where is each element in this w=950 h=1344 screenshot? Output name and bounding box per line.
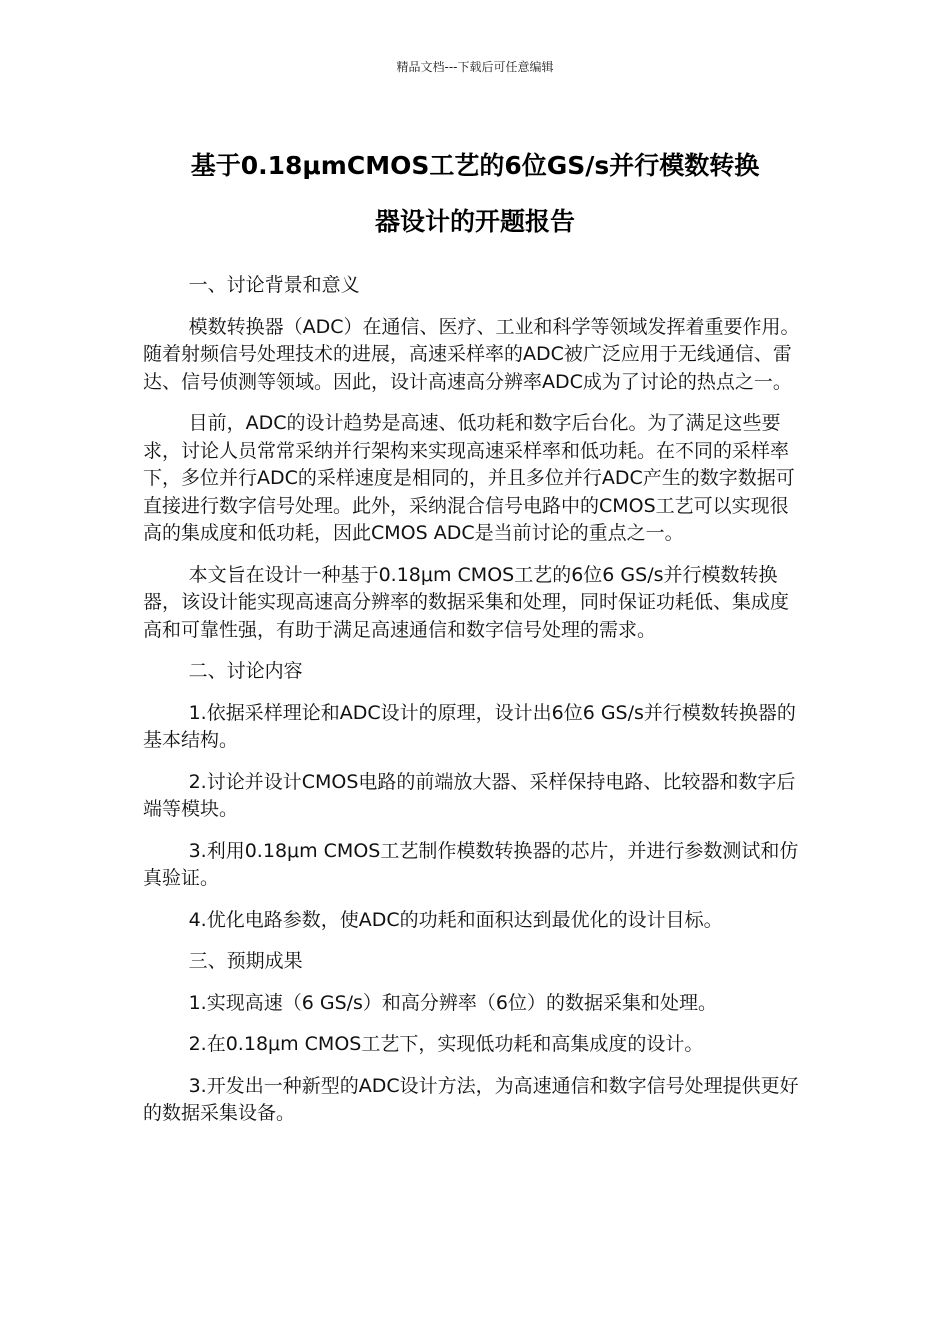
title-line-2: 器设计的开题报告 (374, 207, 575, 236)
list-item: 4.优化电路参数，使ADC的功耗和面积达到最优化的设计目标。 (188, 908, 723, 931)
list-item: 3.开发出一种新型的ADC设计方法，为高速通信和数字信号处理提供更好的数据采集设备。 (143, 1074, 799, 1124)
list-item: 1.依据采样理论和ADC设计的原理，设计出6位6 GS/s并行模数转换器的基本结构。 (143, 701, 796, 751)
list-item: 2.在0.18μm CMOS工艺下，实现低功耗和高集成度的设计。 (188, 1033, 704, 1055)
title-line-1: 基于0.18μmCMOS工艺的6位GS/s并行模数转换 (190, 151, 760, 180)
paragraph: 模数转换器（ADC）在通信、医疗、工业和科学等领域发挥着重要作用。随着射频信号处理技术的进展，高速采样率的ADC被广泛应用于无线通信、雷达、信号侦测等领域。因此，设计高速高分辨率ADC成为了讨论的热点之一。 (143, 315, 800, 393)
list-item: 3.利用0.18μm CMOS工艺制作模数转换器的芯片，并进行参数测试和仿真验证。 (143, 839, 799, 889)
section-heading-results: 三、预期成果 (188, 950, 303, 972)
document-title (143, 138, 807, 250)
list-item: 2.讨论并设计CMOS电路的前端放大器、采样保持电路、比较器和数字后端等模块。 (143, 770, 796, 820)
section-heading-content: 二、讨论内容 (188, 660, 303, 682)
section-heading-background: 一、讨论背景和意义 (188, 274, 360, 296)
document-body (143, 272, 807, 1142)
header-note: 精品文档---下载后可任意编辑 (396, 60, 554, 74)
list-item: 1.实现高速（6 GS/s）和高分辨率（6位）的数据采集和处理。 (188, 991, 718, 1014)
paragraph: 目前，ADC的设计趋势是高速、低功耗和数字后台化。为了满足这些要求，讨论人员常常采纳并行架构来实现高速采样率和低功耗。在不同的采样率下，多位并行ADC的采样速度是相同的，并且多位并行ADC产生的数字数据可直接进行数字信号处理。此外，采纳混合信号电路中的CMOS工艺可以实现很高的集成度和低功耗，因此CMOS ADC是当前讨论的重点之一。 (143, 412, 795, 544)
paragraph: 本文旨在设计一种基于0.18μm CMOS工艺的6位6 GS/s并行模数转换器，该设计能实现高速高分辨率的数据采集和处理，同时保证功耗低、集成度高和可靠性强，有助于满足高速通信和数字信号处理的需求。 (143, 563, 790, 641)
